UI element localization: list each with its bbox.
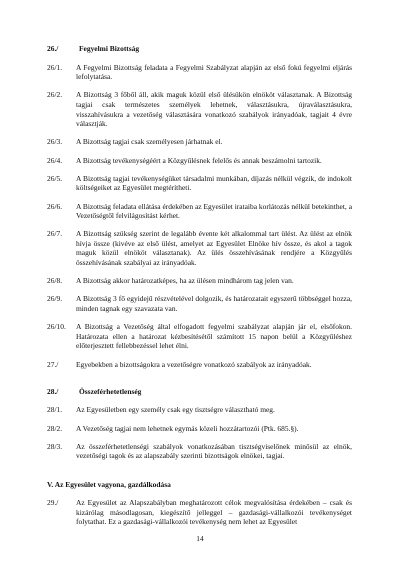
paragraph-number: 26/10. <box>47 322 66 332</box>
paragraph-28-1 <box>47 405 352 415</box>
paragraph-text: A Bizottság 3 fő egyidejű részvételével dolgozik, és határozatait egyszerű többséggel hozza, minden tagnak egy szavazata van. <box>76 294 352 314</box>
paragraph-number: 26/3. <box>47 137 63 147</box>
paragraph-number: 26/5. <box>47 173 63 183</box>
paragraph-number: 26/2. <box>47 90 63 100</box>
paragraph-26-9 <box>47 294 352 313</box>
paragraph-text: A Bizottság feladata ellátása érdekében az Egyesület irataiba korlátozás nélkül betekinthet, a Vezetőségtől felvilágosítást kérhet. <box>76 201 352 221</box>
paragraph-number: 26/4. <box>47 155 63 165</box>
paragraph-text: A Bizottság 3 főből áll, akik maguk közül első ülésükön elnököt választanak. A Bizottság tagjai csak természetes személyek lehetnek, választásukra, újraválasztásukra, visszahívásukra a vezetőség választására vonatkozó szabályok irányadóak, tagjait 4 évre választják. <box>76 90 352 129</box>
paragraph-26-4 <box>47 156 352 166</box>
section-26-heading <box>47 44 352 54</box>
paragraph-text: Az összeférhetetlenségi szabályok vonatkozásában tisztségviselőnek minősül az elnök, vezetőségi tagok és az alapszabály szerinti bizottságok elnökei, tagjai. <box>76 441 352 461</box>
section-number: 26./ <box>47 44 59 53</box>
paragraph-number: 27./ <box>47 359 59 369</box>
paragraph-28-3 <box>47 442 352 461</box>
paragraph-26-6 <box>47 202 352 221</box>
paragraph-text: A Bizottság szükség szerint de legalább évente két alkalommal tart ülést. Az ülést az elnök hívja össze (kivéve az első ülést, amelyet az Egyesület Elnöke hív össze, és akol a tagok maguk közül elnököt választanak). Az ülés összehívásának rendjére a Közgyűlés összehívásának szabályai az irányadóak. <box>76 229 352 268</box>
section-28-heading <box>47 387 352 397</box>
paragraph-text: Egyebekben a bizottságokra a vezetőségre vonatkozó szabályok az irányadóak. <box>76 359 312 369</box>
paragraph-number: 26/7. <box>47 229 63 239</box>
paragraph-26-3 <box>47 137 352 147</box>
paragraph-text: A Bizottság tevékenységéért a Közgyűlésnek felelős és annak beszámolni tartozik. <box>76 155 322 165</box>
section-number: 28./ <box>47 386 59 396</box>
paragraph-number: 28/2. <box>47 423 63 433</box>
paragraph-text: A Fegyelmi Bizottság feladata a Fegyelmi Szabályzat alapján az első fokú fegyelmi eljárás lefolytatása. <box>76 62 352 82</box>
paragraph-27 <box>47 360 352 370</box>
paragraph-29 <box>47 498 352 527</box>
page-number: 14 <box>196 534 204 543</box>
paragraph-26-5 <box>47 174 352 193</box>
paragraph-text: A Vezetőség tagjai nem lehetnek egymás közeli hozzátartozói (Ptk. 685.§). <box>76 423 299 433</box>
section-title: Fegyelmi Bizottság <box>79 44 140 53</box>
paragraph-28-2 <box>47 424 352 434</box>
paragraph-number: 26/9. <box>47 294 63 304</box>
paragraph-text: A Bizottság akkor határozatképes, ha az ülésen mindhárom tag jelen van. <box>76 276 294 286</box>
paragraph-26-7 <box>47 229 352 267</box>
paragraph-26-1 <box>47 63 352 82</box>
chapter-heading: V. Az Egyesület vagyona, gazdálkodása <box>47 479 171 489</box>
section-title: Összeférhetetlenség <box>79 386 142 396</box>
paragraph-number: 26/6. <box>47 201 63 211</box>
paragraph-text: A Bizottság tagjai csak személyesen járhatnak el. <box>76 137 223 147</box>
paragraph-26-8 <box>47 276 352 286</box>
paragraph-text: A Bizottság tagjai tevékenységüket társadalmi munkában, díjazás nélkül végzik, de indokolt költségeiket az Egyesület megtérítheti. <box>76 173 352 193</box>
paragraph-number: 26/8. <box>47 276 63 286</box>
paragraph-number: 28/1. <box>47 405 63 415</box>
paragraph-26-10 <box>47 322 352 351</box>
paragraph-number: 26/1. <box>47 62 63 72</box>
paragraph-26-2 <box>47 90 352 128</box>
paragraph-text: Az Egyesület az Alapszabályban meghatározott célok megvalósítása érdekében – csak és kizárólag másodlagosan, kiegészítő jelleggel – gazdasági-vállalkozói tevékenységet folytathat. Ez a gazdasági-vállalkozói tevékenység nem lehet az Egyesület <box>76 498 352 527</box>
paragraph-number: 29./ <box>47 498 59 508</box>
paragraph-number: 28/3. <box>47 441 63 451</box>
paragraph-text: A Bizottság a Vezetőség által elfogadott fegyelmi szabályzat alapján jár el, elsőfokon. Határozata ellen a határozat kézbesítésétől számított 15 napon belül a Közgyűléshez előterjesztett fellebbezéssel lehet élni. <box>76 322 352 351</box>
paragraph-text: Az Egyesületben egy személy csak egy tisztségre választható meg. <box>76 405 275 415</box>
